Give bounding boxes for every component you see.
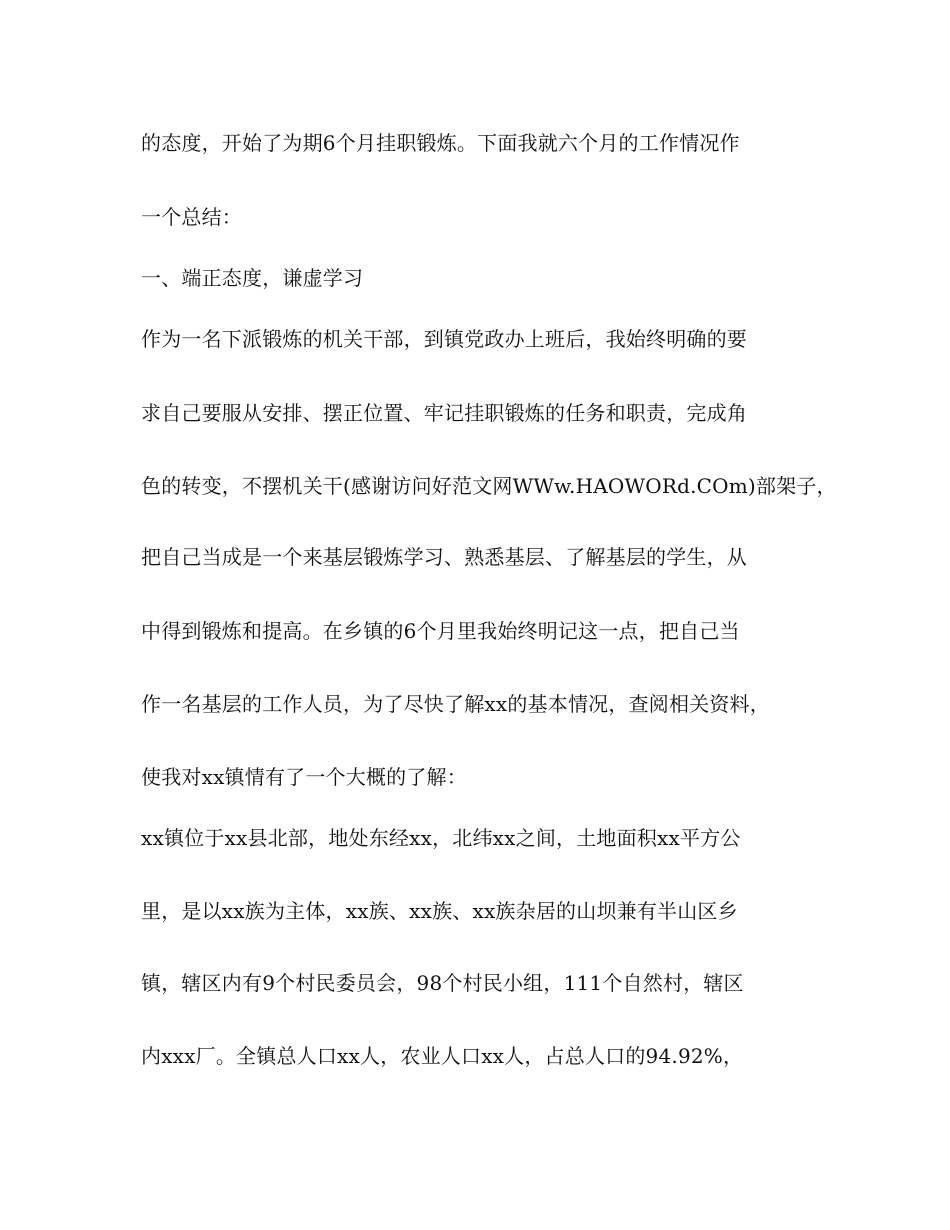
section-heading: 一、端正态度，谦虚学习 [141,266,364,290]
body-text-line: 作为一名下派锻炼的机关干部，到镇党政办上班后，我始终明确的要 [141,327,747,351]
body-text-line: 镇，辖区内有9个村民委员会，98个村民小组，111个自然村，辖区 [141,971,744,995]
body-text-line: 把自己当成是一个来基层锻炼学习、熟悉基层、了解基层的学生，从 [141,545,747,569]
body-text-line: 中得到锻炼和提高。在乡镇的6个月里我始终明记这一点，把自己当 [141,619,740,643]
body-text-line: 里，是以xx族为主体，xx族、xx族、xx族杂居的山坝兼有半山区乡 [141,899,738,923]
body-text-line: 作一名基层的工作人员，为了尽快了解xx的基本情况，查阅相关资料， [141,692,770,716]
body-text-line: 一个总结： [141,205,242,229]
body-text-line: 的态度，开始了为期6个月挂职锻炼。下面我就六个月的工作情况作 [141,131,740,155]
body-text-line: 色的转变，不摆机关干(感谢访问好范文网WWw.HAOWORd.COm)部架子， [141,474,837,498]
body-text-line: 求自己要服从安排、摆正位置、牢记挂职锻炼的任务和职责，完成角 [141,401,747,425]
body-text-line: 内xxx厂。全镇总人口xx人，农业人口xx人，占总人口的94.92%， [141,1044,744,1068]
body-text-line: 使我对xx镇情有了一个大概的了解： [141,765,467,789]
body-text-line: xx镇位于xx县北部，地处东经xx，北纬xx之间，土地面积xx平方公 [141,826,741,850]
